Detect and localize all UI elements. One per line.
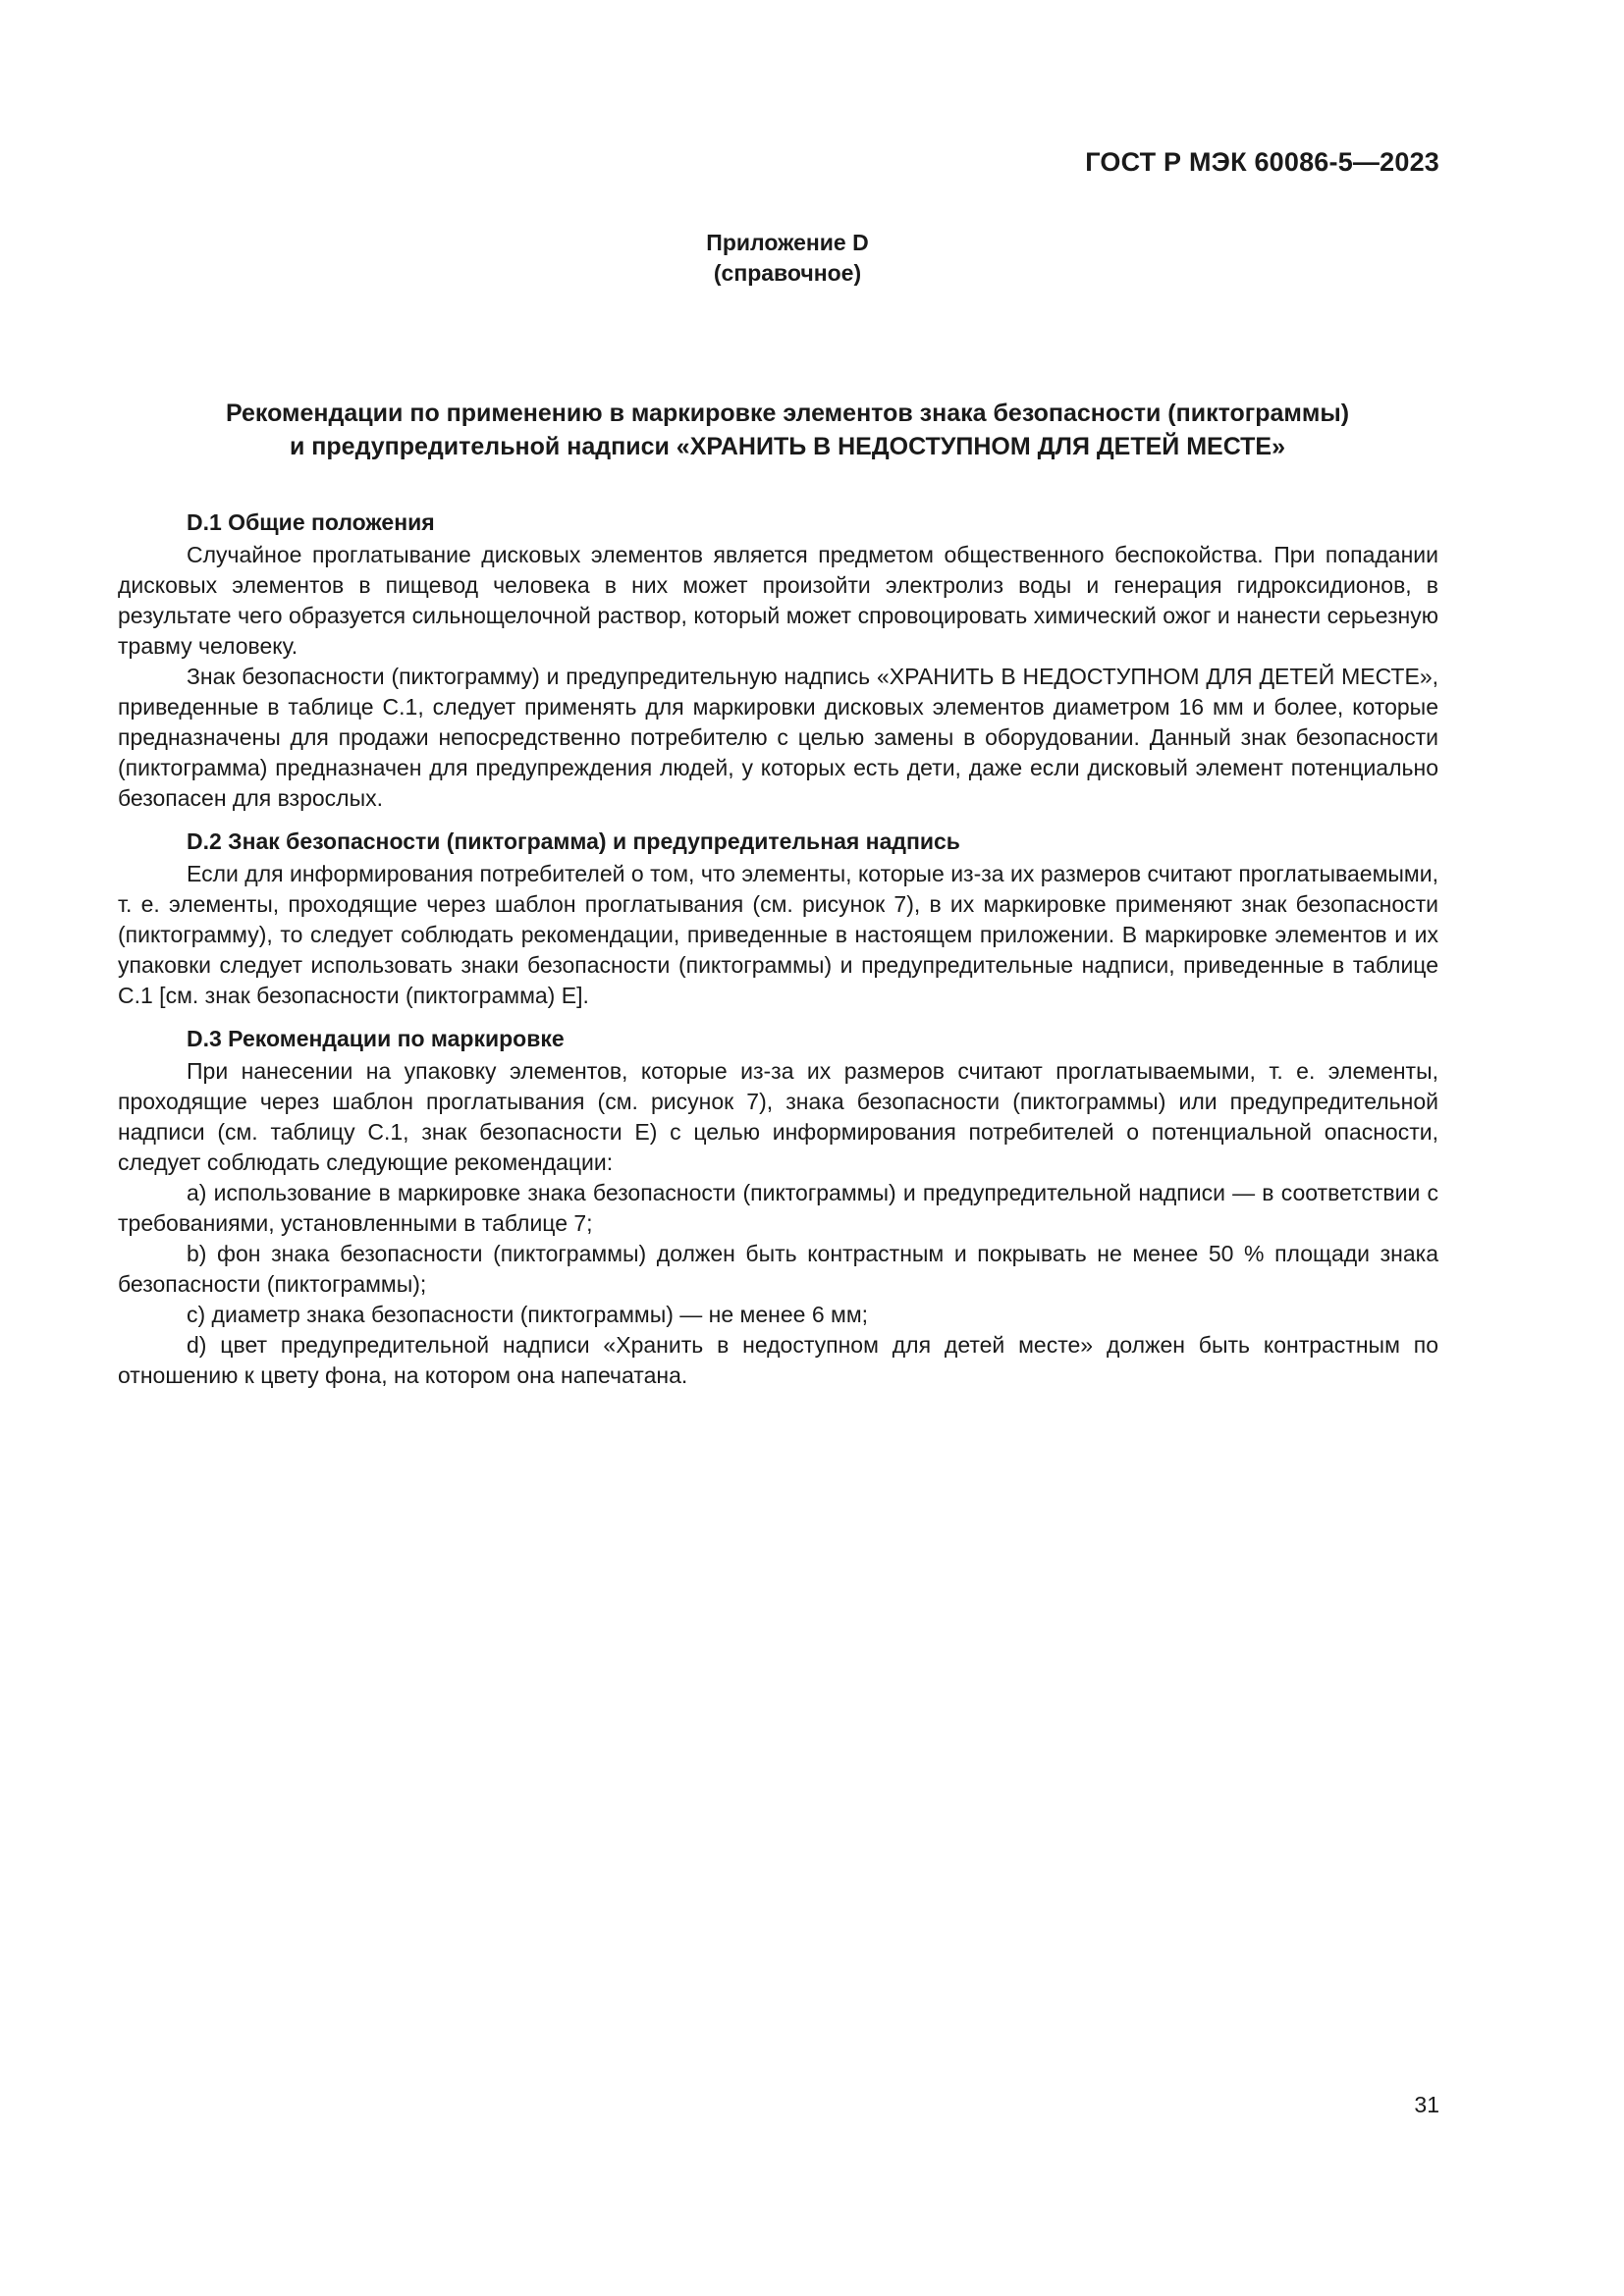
section-heading-d1: D.1 Общие положения bbox=[187, 509, 435, 535]
list-item-a: a) использование в маркировке знака безопасности (пиктограммы) и предупредительной надписи — в соответствии с требованиями, установленными в таблице 7; bbox=[118, 1180, 1438, 1236]
section-heading-d3: D.3 Рекомендации по маркировке bbox=[187, 1026, 565, 1051]
appendix-label: Приложение D bbox=[706, 230, 869, 255]
section-heading-d2: D.2 Знак безопасности (пиктограмма) и предупредительная надпись bbox=[187, 828, 960, 854]
paragraph-d1-1: Случайное проглатывание дисковых элементов является предметом общественного беспокойства. При попадании дисковых элементов в пищевод человека в них может произойти электролиз воды и генерация гидроксидионов, в результате чего образуется сильнощелочной раствор, который может спровоцировать химический ожог и нанести серьезную травму человеку. bbox=[118, 542, 1438, 659]
list-item-d: d) цвет предупредительной надписи «Хранить в недоступном для детей месте» должен быть контрастным по отношению к цвету фона, на котором она напечатана. bbox=[118, 1332, 1438, 1388]
paragraph-d2-1: Если для информирования потребителей о том, что элементы, которые из-за их размеров считают проглатываемыми, т. е. элементы, проходящие через шаблон проглатывания (см. рисунок 7), в их маркировке применяют знак безопасности (пиктограмму), то следует соблюдать рекомендации, приведенные в настоящем приложении. В маркировке элементов и их упаковки следует использовать знаки безопасности (пиктограммы) и предупредительные надписи, приведенные в таблице С.1 [см. знак безопасности (пиктограмма) Е]. bbox=[118, 861, 1438, 1008]
appendix-title bbox=[118, 397, 1457, 463]
document-body bbox=[118, 507, 1438, 1391]
document-code: ГОСТ Р МЭК 60086-5—2023 bbox=[1085, 147, 1439, 177]
list-item-b: b) фон знака безопасности (пиктограммы) должен быть контрастным и покрывать не менее 50 % площади знака безопасности (пиктограммы); bbox=[118, 1241, 1438, 1297]
paragraph-d1-2: Знак безопасности (пиктограмму) и предупредительную надпись «ХРАНИТЬ В НЕДОСТУПНОМ ДЛЯ ДЕТЕЙ МЕСТЕ», приведенные в таблице С.1, следует применять для маркировки дисковых элементов диаметром 16 мм и более, которые предназначены для продажи непосредственно потребителю с целью замены в оборудовании. Данный знак безопасности (пиктограмма) предназначен для предупреждения людей, у которых есть дети, даже если дисковый элемент потенциально безопасен для взрослых. bbox=[118, 664, 1438, 811]
page-number: 31 bbox=[1414, 2092, 1439, 2117]
appendix-heading bbox=[0, 228, 1575, 289]
appendix-title-line-2: и предупредительной надписи «ХРАНИТЬ В НЕДОСТУПНОМ ДЛЯ ДЕТЕЙ МЕСТЕ» bbox=[289, 433, 1285, 460]
list-item-c: c) диаметр знака безопасности (пиктограммы) — не менее 6 мм; bbox=[187, 1302, 869, 1327]
paragraph-d3-1: При нанесении на упаковку элементов, которые из-за их размеров считают проглатываемыми, т. е. элементы, проходящие через шаблон проглатывания (см. рисунок 7), знака безопасности (пиктограммы) или предупредительной надписи (см. таблицу С.1, знак безопасности Е) с целью информирования потребителей о потенциальной опасности, следует соблюдать следующие рекомендации: bbox=[118, 1058, 1438, 1175]
appendix-type: (справочное) bbox=[713, 260, 862, 286]
appendix-title-line-1: Рекомендации по применению в маркировке элементов знака безопасности (пиктограммы) bbox=[225, 400, 1350, 427]
